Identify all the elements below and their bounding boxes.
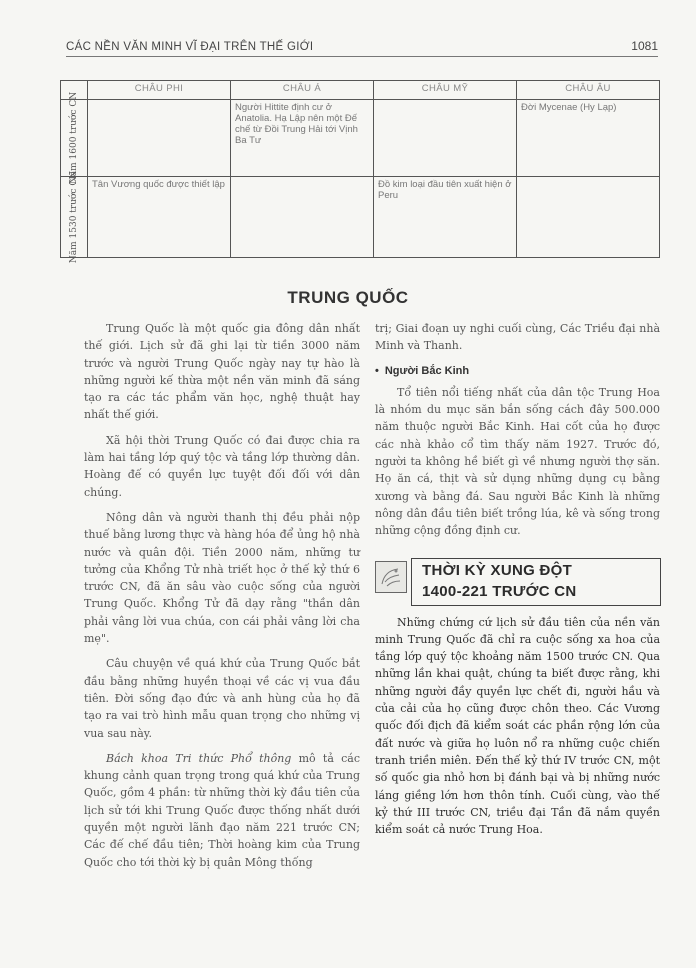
table-header-row	[61, 81, 660, 100]
row-label: Năm 1600 trước CN	[69, 91, 79, 185]
table-cell	[374, 100, 517, 177]
paragraph: trị; Giai đoạn uy nghi cuối cùng, Các Triều đại nhà Minh và Thanh.	[375, 322, 660, 353]
left-column	[84, 320, 360, 879]
ornament-icon	[375, 561, 407, 593]
timeline-table	[60, 80, 660, 264]
page-number: 1081	[631, 39, 658, 53]
column-header: CHÂU Á	[231, 81, 374, 100]
subheading-text: Người Bắc Kinh	[384, 364, 470, 377]
section-title: TRUNG QUỐC	[287, 288, 409, 307]
table-cell: Người Hittite định cư ở Anatolia. Hạ Lập nên một Đế chế từ Đồi Trung Hải tới Vịnh Ba Tư	[231, 100, 374, 177]
column-header: CHÂU ÂU	[517, 81, 660, 100]
table-cell	[517, 177, 660, 258]
table-row	[61, 100, 660, 177]
table-cell: Đồ kim loại đầu tiên xuất hiện ở Peru	[374, 177, 517, 258]
paragraph: Xã hội thời Trung Quốc có đai được chia ra làm hai tầng lớp quý tộc và tầng lớp thường dân. Hoàng đế có quyền lực tuyệt đối đối với dân chúng.	[84, 433, 360, 499]
paragraph: Câu chuyện về quá khứ của Trung Quốc bắt đầu bằng những huyền thoại về các vị vua đầu tiên. Đời sống đạo đức và anh hùng của họ đã tạo ra vai trò hình mẫu quan trọng cho những vị vua sau này.	[84, 657, 360, 740]
table-cell: Tân Vương quốc được thiết lập	[88, 177, 231, 258]
paragraph	[84, 750, 360, 871]
running-header	[66, 34, 658, 57]
topic-title-line1: THỜI KỲ XUNG ĐỘT	[422, 561, 573, 579]
topic-title	[411, 558, 661, 606]
column-header: CHÂU MỸ	[374, 81, 517, 100]
row-label-cell	[61, 170, 88, 264]
table-row	[61, 177, 660, 258]
table-cell	[88, 100, 231, 177]
paragraph-text: mô tả các khung cảnh quan trọng trong quá khứ của Trung Quốc, gồm 4 phần: từ những thời kỳ đầu tiên của lịch sử tới khi Trung Quốc được thống nhất dưới quyền một người lãnh đạo năm 221 trước CN; Các đế chế đầu tiên; Thời hoàng kim của Trung Quốc cho tới thời kỳ bị quân Mông thống	[84, 751, 360, 869]
paragraph: Nông dân và người thanh thị đều phải nộp thuế bằng lương thực và hàng hóa để ủng hộ nhà nước và quân đội. Tiền 2000 năm, những tư tưởng của Khổng Tử nhà triết học ở thế kỷ thứ 6 trước CN, đã ăn sâu vào cuộc sống của người Trung Quốc. Khổng Tử đã dạy rằng "thần dân phải vâng lời vua chúa, con cái phải vâng lời cha mẹ".	[84, 510, 360, 646]
topic-header-box	[375, 558, 660, 606]
table-cell: Đời Mycenae (Hy Lạp)	[517, 100, 660, 177]
header-title: CÁC NỀN VĂN MINH VĨ ĐẠI TRÊN THẾ GIỚI	[66, 41, 314, 53]
paragraph: Trung Quốc là một quốc gia đông dân nhất thế giới. Lịch sử đã ghi lại từ tiền 3000 năm trước và người Trung Quốc ngày nay tự hào là những người kế thừa một nền văn minh đã sáng tạo ra các tác phẩm văn học, nghệ thuật hay nhất thế giới.	[84, 322, 360, 422]
book-title: Bách khoa Tri thức Phổ thông	[106, 751, 292, 765]
row-label-cell	[61, 91, 88, 185]
topic-title-line2: 1400-221 TRƯỚC CN	[422, 582, 577, 600]
row-label: Năm 1530 trước CN	[69, 170, 79, 264]
paragraph: Những chứng cứ lịch sử đầu tiên của nền văn minh Trung Quốc đã chỉ ra cuộc sống xa hoa của tầng lớp quý tộc khoảng năm 1500 trước CN. Qua những lần khai quật, chúng ta biết được rằng, khi những người đầy quyền lực chết đi, người hầu và của cải của họ cũng được chôn theo. Các Vương quốc đối địch đã kiểm soát các phần rộng lớn của đất nước và giữa họ luôn nổ ra những cuộc chiến tranh triền miên. Đến thế kỷ thứ IV trước CN, một số quốc gia nhỏ hơn bị đánh bại và bị những nước láng giềng lớn hơn thôn tính. Cuối cùng, vào thế kỷ thứ III trước CN, triều đại Tần đã nắm quyền kiểm soát cả nước Trung Hoa.	[375, 615, 660, 837]
paragraph: Tổ tiên nổi tiếng nhất của dân tộc Trung Hoa là nhóm du mục săn bắn sống cách đây 500.000 năm thuộc người Bắc Kinh. Hai cốt của họ được các nhà khảo cổ tìm thấy năm 1927. Trước đó, người ta không hề biết gì về nhưng người thợ săn. Họ ăn cá, thịt và sử dụng những dụng cụ bằng xương và bằng đá. Sau người Bắc Kinh là những nông dân đầu tiên biết trồng lúa, kê và sống trong những cộng đồng định cư.	[375, 385, 660, 538]
table-cell	[231, 177, 374, 258]
right-column	[375, 320, 660, 846]
bullet-icon: •	[375, 364, 379, 377]
subheading	[375, 363, 660, 380]
column-header: CHÂU PHI	[88, 81, 231, 100]
